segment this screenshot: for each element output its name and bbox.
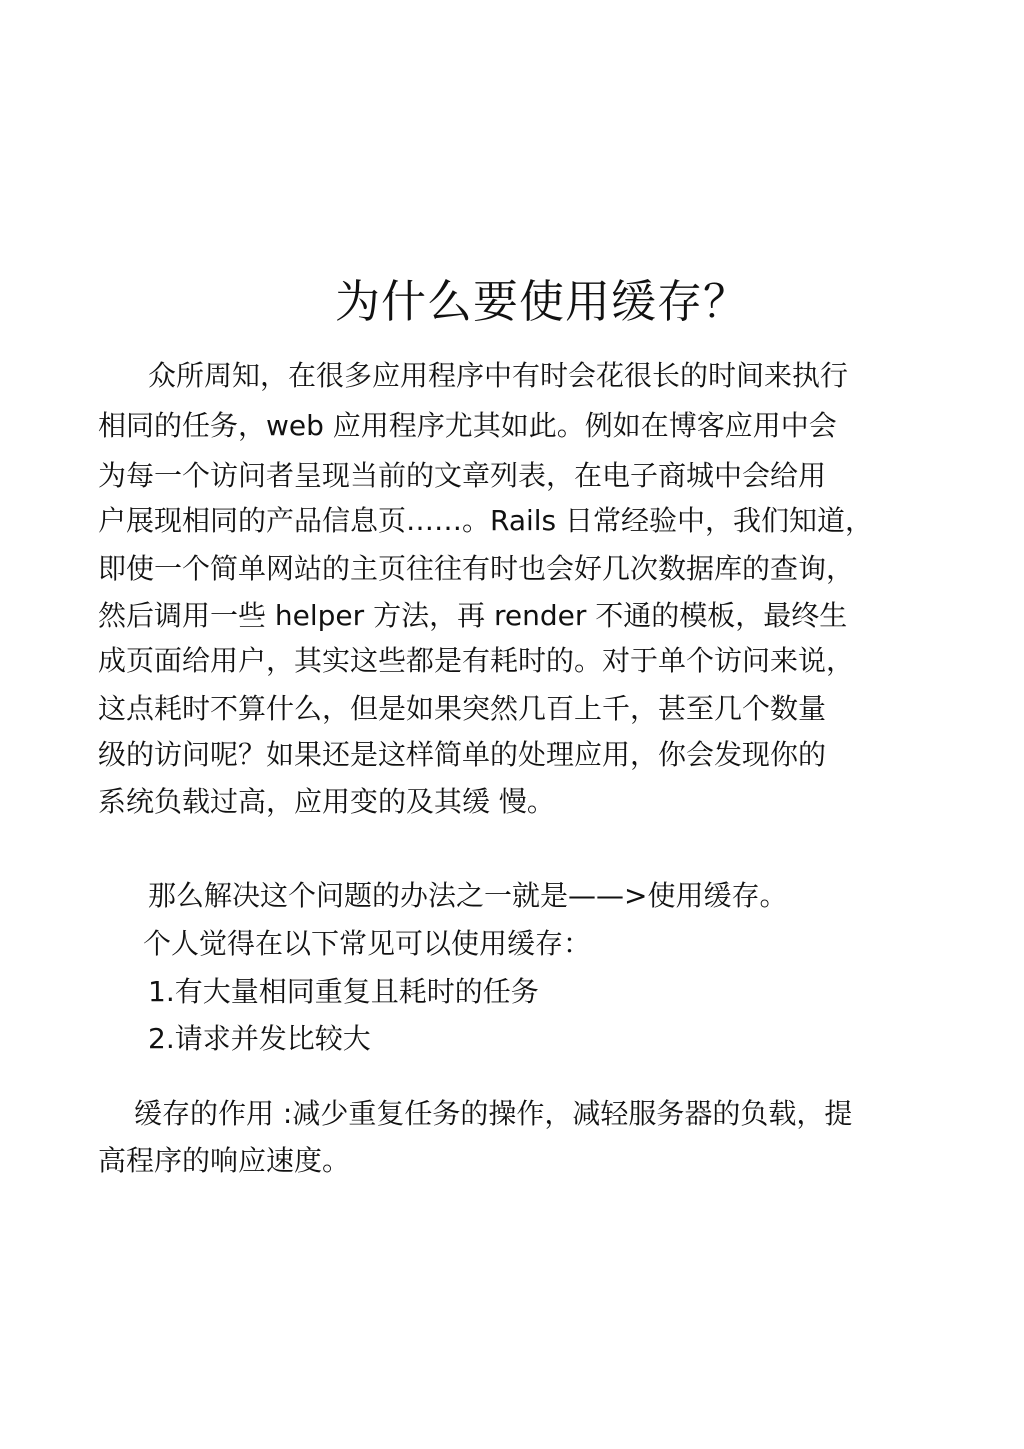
paragraph-line: 为每一个访问者呈现当前的文章列表，在电子商城中会给用 bbox=[98, 459, 827, 492]
paragraph-line: 这点耗时不算什么，但是如果突然几百上千，甚至几个数量 bbox=[98, 692, 827, 725]
paragraph-line: 系统负载过高，应用变的及其缓 慢。 bbox=[98, 785, 555, 818]
list-item: 2.请求并发比较大 bbox=[148, 1022, 371, 1055]
page-title: 为什么要使用缓存？ bbox=[334, 275, 749, 328]
paragraph-line: 成页面给用户，其实这些都是有耗时的。对于单个访问来说， bbox=[98, 644, 855, 677]
paragraph-line: 高程序的响应速度。 bbox=[98, 1144, 351, 1177]
paragraph-line: 级的访问呢？如果还是这样简单的处理应用，你会发现你的 bbox=[98, 738, 827, 771]
paragraph-line: 缓存的作用 :减少重复任务的操作，减轻服务器的负载，提 bbox=[134, 1097, 853, 1130]
paragraph-line: 然后调用一些 helper 方法，再 render 不通的模板，最终生 bbox=[98, 599, 848, 632]
paragraph-line: 即使一个简单网站的主页往往有时也会好几次数据库的查询， bbox=[98, 552, 855, 585]
paragraph-line: 相同的任务，web 应用程序尤其如此。例如在博客应用中会 bbox=[98, 409, 837, 442]
list-item: 1.有大量相同重复且耗时的任务 bbox=[148, 975, 539, 1008]
paragraph-line: 个人觉得在以下常见可以使用缓存： bbox=[143, 927, 592, 960]
paragraph-line: 众所周知，在很多应用程序中有时会花很长的时间来执行 bbox=[148, 359, 849, 392]
paragraph-line: 那么解决这个问题的办法之一就是——>使用缓存。 bbox=[148, 879, 788, 912]
paragraph-line: 户展现相同的产品信息页……。Rails 日常经验中，我们知道， bbox=[98, 504, 874, 537]
